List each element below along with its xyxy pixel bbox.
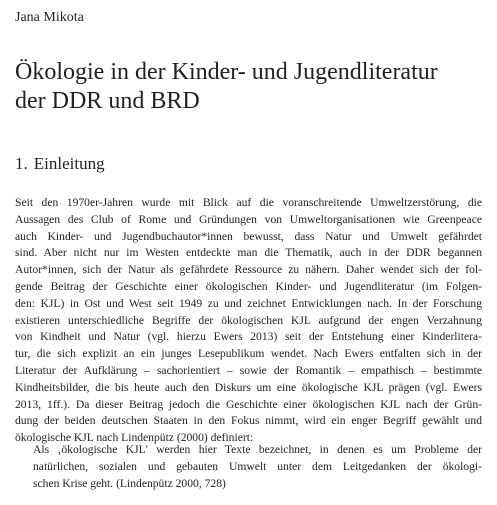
paragraph-line: dung der beiden deutschen Staaten in den Fokus nimmt, wird ein enger Begriff gewählt und [15,414,482,428]
section-title: Einleitung [33,154,105,173]
section-heading [15,154,105,174]
paragraph-line: gende Beitrag der Geschichte einer ökologischen Kinder- und Jugendliteratur (im Folgen- [15,279,482,293]
paragraph-line: ökologische KJL nach Lindenpütz (2000) definiert: [15,431,254,445]
title-line: der DDR und BRD [15,88,200,114]
block-quote [33,442,482,492]
article-title [15,58,438,116]
quote-line: natürlichen, sozialen und gebauten Umwelt unter dem Leitgedanken der ökologi- [33,459,482,473]
paragraph-line: tur, die sich explizit an ein junges Lesepublikum wendet. Nach Ewers entfalten sich in der [15,347,482,361]
paragraph-line: Seit den 1970er-Jahren wurde mit Blick auf die voranschreitende Umweltzerstörung, die [15,196,482,209]
paragraph-line: Aussagen des Club of Rome und Gründungen von Umweltorganisationen wie Greenpeace [15,212,482,226]
paragraph-line: von Kindheit und Natur (vgl. hierzu Ewers 2013) seit der Entstehung einer Kinderlitera- [15,330,482,344]
quote-line: Als ‚ökologische KJL' werden hier Texte bezeichnet, in denen es um Probleme der [33,443,482,456]
title-line: Ökologie in der Kinder- und Jugendliteratur [15,59,438,85]
author-name: Jana Mikota [15,10,84,25]
paragraph-line: 2013, 1ff.). Da dieser Beitrag jedoch die Geschichte einer ökologischen KJL nach der Grün- [15,397,482,411]
paragraph-line: Literatur der Aufklärung – sachorientiert – sowie der Romantik – empathisch – bestimmte [15,363,482,377]
paragraph-line: Kindheitsbilder, die bis heute auch den Diskurs um eine ökologische KJL prägen (vgl. Ewers [15,380,482,394]
paragraph-line: existieren unterschiedliche Begriffe der ökologischen KJL aufgrund der engen Verzahnung [15,313,482,327]
paragraph-line: Autor*innen, sich der Natur als gefährdete Ressource zu nähern. Daher wendet sich der fol- [15,263,482,277]
body-paragraph [15,195,482,447]
quote-line: schen Krise geht. (Lindenpütz 2000, 728) [33,476,226,490]
paragraph-line: auch Kinder- und Jugendbuchautor*innen bewusst, dass Natur und Umwelt gefährdet [15,229,482,243]
section-number: 1. [15,154,28,173]
paragraph-line: sind. Aber nicht nur im Westen entdeckte man die Thematik, auch in der DDR begannen [15,246,482,260]
paragraph-line: den: KJL) in Ost und West seit 1949 zu und zeichnet Entwicklungen nach. In der Forschung [15,296,482,310]
